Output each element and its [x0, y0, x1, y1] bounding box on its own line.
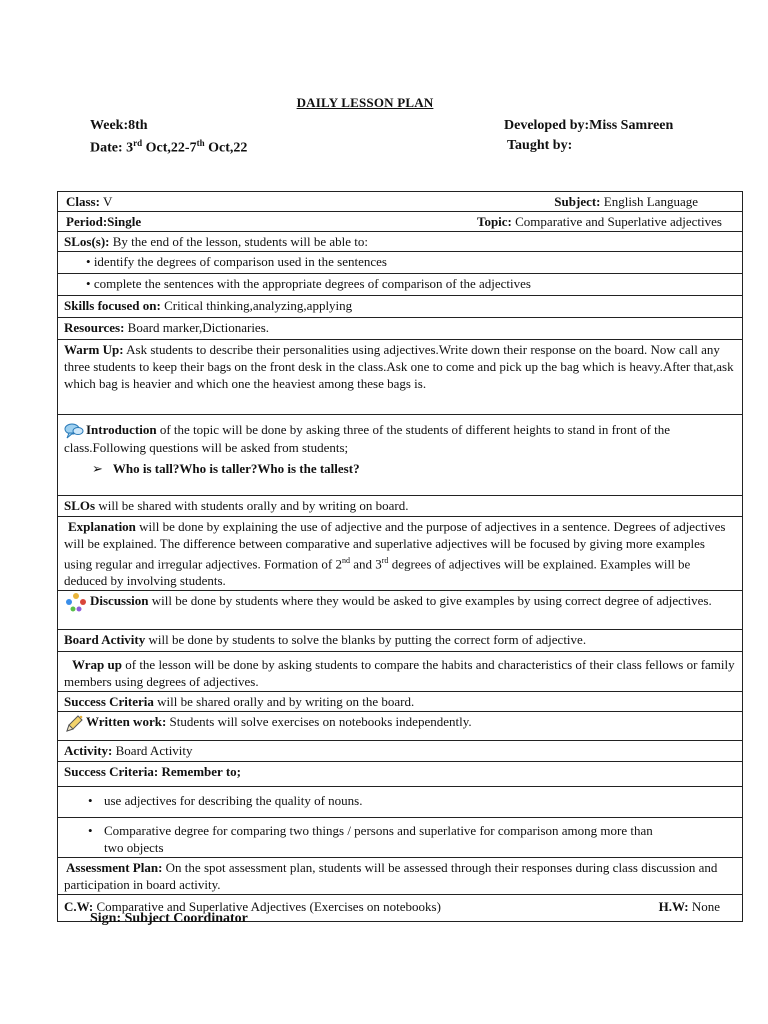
board-activity-row: Board Activity will be done by students to solve the blanks by putting the correct form of adjective. — [58, 630, 743, 652]
question-list: ➢ Who is tall?Who is taller?Who is the tallest? — [92, 461, 360, 477]
document-title: DAILY LESSON PLAN — [296, 95, 434, 110]
success-criteria-row: Success Criteria will be shared orally and by writing on the board. — [58, 692, 743, 712]
activity-row: Activity: Board Activity — [58, 741, 743, 762]
slos-row: SLos(s): By the end of the lesson, students will be able to: — [58, 232, 743, 252]
pencil-icon — [64, 715, 84, 731]
success-criteria-remember-row: Success Criteria: Remember to; — [58, 762, 743, 787]
taught-by-label: Taught by: — [507, 138, 573, 153]
signature-label: Sign: Subject Coordinator — [90, 911, 248, 926]
period-field: Period:Single — [66, 214, 142, 229]
developed-by-label: Developed by:Miss Samreen — [504, 118, 674, 133]
lesson-plan-table — [57, 191, 743, 922]
class-row — [58, 192, 743, 212]
criteria-item-1: • use adjectives for describing the quality of nouns. — [58, 787, 743, 818]
week-label: Week:8th — [90, 118, 148, 133]
warmup-row: Warm Up: Ask students to describe their personalities using adjectives.Write down their response on the board. Now call any three students to keep their bags on the front desk in the class.Ask one to come and pick up the bag which is heavy.After that,ask which bag is heavier and which one the heaviest among these bags is. — [58, 340, 743, 415]
discussion-people-icon — [64, 592, 88, 612]
assessment-row: Assessment Plan: On the spot assessment plan, students will be assessed through their responses during class discussion and participation in board activity. — [58, 858, 743, 895]
skills-row: Skills focused on: Critical thinking,analyzing,applying — [58, 296, 743, 318]
classwork-field: C.W: Comparative and Superlative Adjectives (Exercises on notebooks) — [64, 899, 441, 915]
slos-shared-row: SLOs will be shared with students orally and by writing on board. — [58, 496, 743, 517]
homework-field: H.W: None — [658, 899, 720, 915]
slo-item-1: • identify the degrees of comparison used in the sentences — [58, 252, 743, 274]
period-row — [58, 212, 743, 232]
class-field: Class: V — [66, 194, 113, 209]
resources-row: Resources: Board marker,Dictionaries. — [58, 318, 743, 340]
introduction-row: Introduction of the topic will be done by asking three of the students of different heights to stand in front of the class.Following questions will be asked from students; ➢ Who is tall?Who is taller?Who is the tallest? — [58, 415, 743, 496]
speech-bubble-icon — [64, 423, 84, 439]
slo-item-2: • complete the sentences with the appropriate degrees of comparison of the adjectives — [58, 274, 743, 296]
explanation-row: Explanation will be done by explaining the use of adjective and the purpose of adjectives in a sentence. Degrees of adjectives will be explained. The difference between comparative and superlative adjectives will be focused by giving more examples using regular and irregular adjectives. Formation of 2nd and 3rd degrees of adjectives will be explained. Examples will be deduced by involving students. — [58, 517, 743, 591]
wrap-up-row: Wrap up of the lesson will be done by asking students to compare the habits and characteristics of their class fellows or family members using degrees of adjectives. — [58, 652, 743, 692]
topic-field: Topic: Comparative and Superlative adjectives — [476, 214, 722, 229]
discussion-row: Discussion will be done by students where they would be asked to give examples by using correct degree of adjectives. — [58, 591, 743, 630]
written-work-row: Written work: Students will solve exercises on notebooks independently. — [58, 712, 743, 741]
criteria-item-2: • Comparative degree for comparing two things / persons and superlative for comparison among more than two objects — [58, 818, 743, 858]
date-label: Date: 3rd Oct,22-7th Oct,22 — [90, 138, 248, 156]
subject-field: Subject: English Language — [554, 194, 698, 209]
